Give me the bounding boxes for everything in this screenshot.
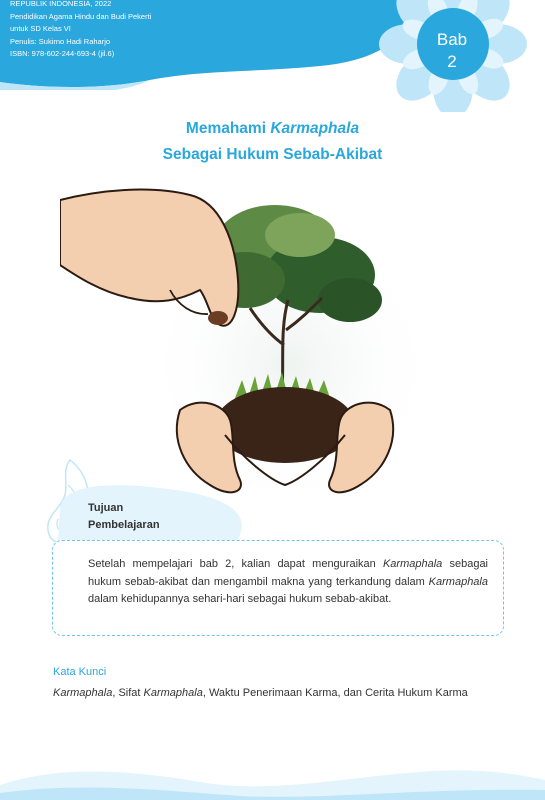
title-line1-italic: Karmaphala [270, 120, 360, 137]
objective-text-italic: Karmaphala [428, 575, 488, 588]
title-line2: Sebagai Hukum Sebab-Akibat [162, 146, 383, 163]
objective-text-part: dalam kehidupannya sehari-hari sebagai hukum sebab-akibat. [88, 593, 392, 605]
book-info-line: Penulis: Sukirno Hadi Raharjo [10, 36, 111, 46]
keyword-separator: , Sifat [112, 687, 144, 699]
keyword-italic: Karmaphala [143, 687, 203, 699]
book-info-line: Pendidikan Agama Hindu dan Budi Pekerti [10, 11, 152, 21]
title-line1-prefix: Memahami [185, 120, 267, 137]
keywords-text [53, 685, 513, 703]
chapter-word: Bab [436, 30, 468, 49]
chapter-number: 2 [447, 52, 457, 71]
objective-title-line1: Tujuan [88, 502, 124, 514]
objective-text-part: sebagai hukum sebab-akibat dan mengambil makna yang terkandung dalam [88, 558, 489, 588]
chapter-label [422, 29, 482, 73]
objective-text-part: Setelah mempelajari bab 2, kalian dapat menguraikan [88, 558, 383, 570]
hands-sapling-illustration [60, 180, 490, 510]
keyword-rest: , Waktu Penerimaan Karma, dan Cerita Hukum Karma [202, 687, 468, 699]
chapter-title [100, 116, 445, 168]
book-info-line: ISBN: 978-602-244-693-4 (jil.6) [10, 49, 115, 58]
footer-band [0, 760, 545, 800]
objective-text [88, 556, 488, 609]
objective-title-line2: Pembelajaran [88, 519, 160, 531]
book-info-line: REPUBLIK INDONESIA, 2022 [10, 0, 112, 8]
objective-title [88, 500, 208, 534]
book-info [10, 0, 260, 61]
book-info-line: untuk SD Kelas VI [10, 24, 71, 33]
keyword-italic: Karmaphala [53, 687, 113, 699]
objective-text-italic: Karmaphala [382, 558, 443, 570]
keywords-title: Kata Kunci [53, 666, 107, 678]
